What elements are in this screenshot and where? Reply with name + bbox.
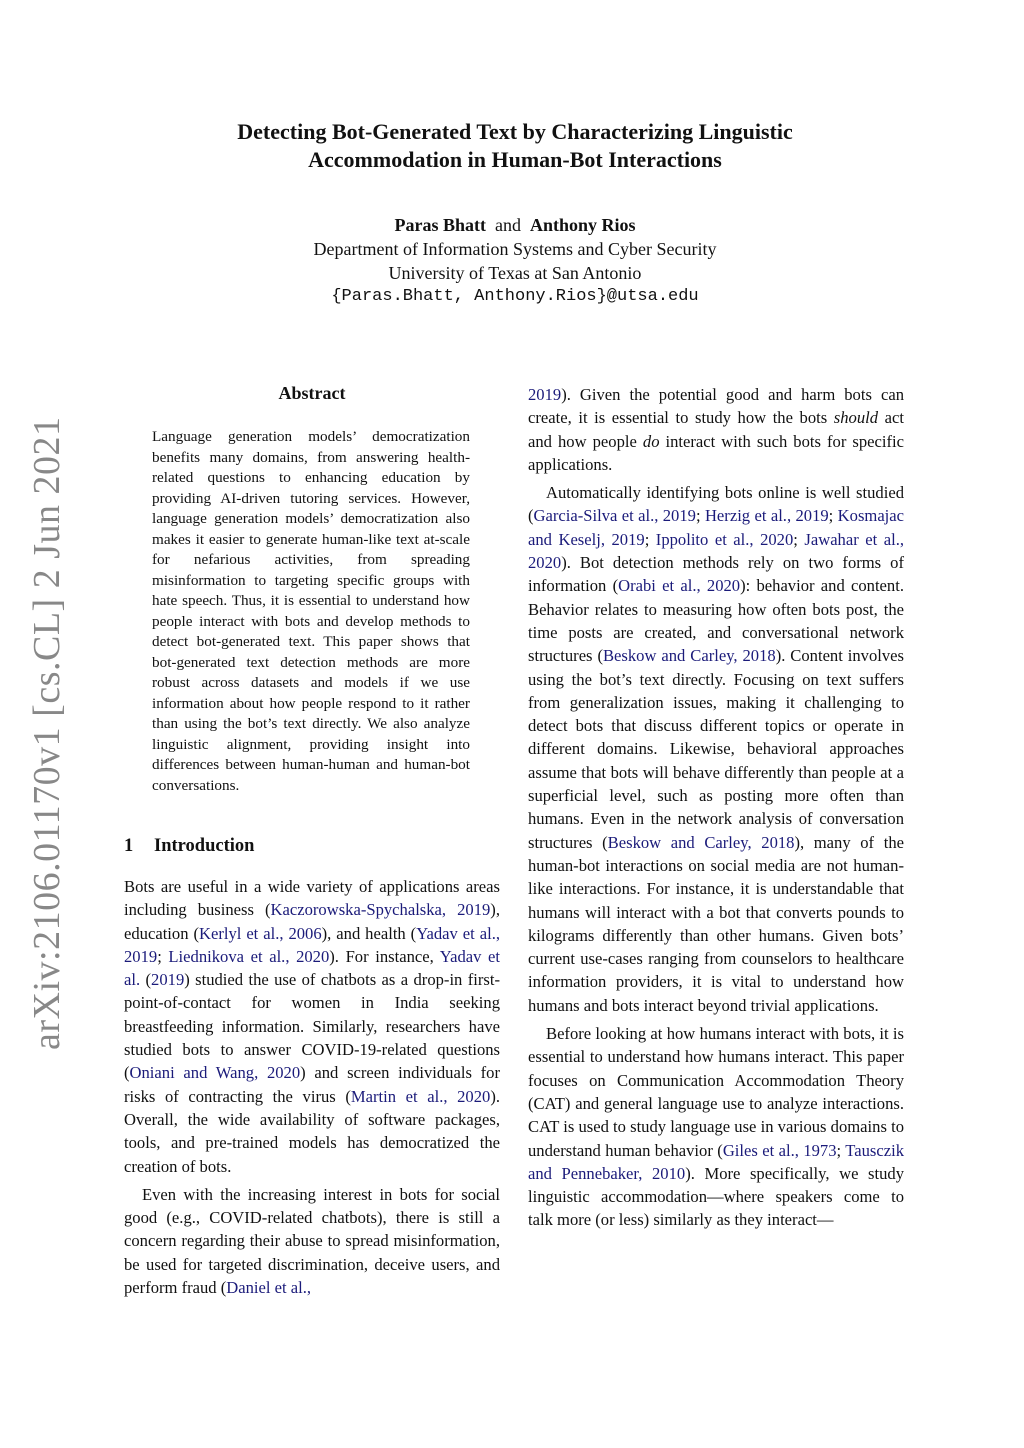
citation-link[interactable]: Orabi et al., 2020 (618, 576, 741, 596)
citation-link[interactable]: Kerlyl et al., 2006 (198, 923, 322, 943)
body-text: ; (644, 529, 656, 549)
citation-link[interactable]: Giles et al., 1973 (722, 1140, 837, 1160)
body-text: interact with such bots for specific applications. (528, 431, 904, 474)
body-text: ): behavior and content. Behavior relates to measuring how often bots post, the time posts are created, and conversational network structures ( (528, 576, 904, 666)
citation-link[interactable]: Liednikova et al., 2020 (168, 946, 330, 966)
body-text: Bots are useful in a wide variety of applications areas including business ( (124, 877, 500, 920)
body-text: ; (793, 529, 805, 549)
author-emails: {Paras.Bhatt, Anthony.Rios}@utsa.edu (331, 287, 699, 306)
section-number: 1 (124, 836, 134, 856)
citation-link[interactable]: Jawahar et al., 2020 (528, 529, 904, 573)
body-text: ). Given the potential good and harm bots can create, it is essential to study how the bots (528, 385, 904, 428)
emphasis-text: do (642, 431, 660, 451)
affiliation-department: Department of Information Systems and Cyber Security (313, 239, 717, 259)
affiliation-university: University of Texas at San Antonio (388, 263, 642, 283)
author-block (150, 213, 880, 309)
intro-paragraph-3 (528, 481, 904, 1017)
abstract-heading: Abstract (278, 383, 346, 403)
citation-link[interactable]: Yadav et al. (124, 946, 501, 990)
body-text: Even with the increasing interest in bots for social good (e.g., COVID-related chatbots), there is still a concern regarding their abuse to spread misinformation, be used for targeted discrimination, deceive users, and perform fraud ( (124, 1184, 500, 1298)
author-line (150, 213, 880, 237)
emphasis-text: should (833, 408, 879, 428)
body-text: ). More specifically, we study linguistic accommodation—where speakers come to talk more (or less) similarly as they interact— (528, 1163, 904, 1230)
body-text: ; (836, 1140, 846, 1160)
body-text: ). Bot detection methods rely on two forms of information ( (528, 553, 904, 596)
title-line-2: Accommodation in Human-Bot Interactions (308, 147, 722, 172)
citation-link[interactable]: Yadav et al., 2019 (124, 923, 500, 966)
intro-paragraph-2 (124, 1183, 500, 1299)
section-heading-introduction (124, 836, 254, 857)
body-text: ) and screen individuals for risks of contracting the virus ( (124, 1063, 500, 1106)
author-1: Paras Bhatt (394, 215, 486, 235)
arxiv-identifier: arXiv:2106.01170v1 [cs.CL] 2 Jun 2021 (26, 416, 68, 1050)
citation-link[interactable]: Beskow and Carley, 2018 (602, 646, 776, 666)
body-text: Automatically identifying bots online is well studied ( (528, 483, 904, 526)
intro-paragraph-1 (124, 875, 500, 1178)
author-conjunction: and (494, 215, 521, 235)
body-text: ), many of the human-bot interactions on social media are not human-like interactions. For instance, it is understandable that humans will interact with a bot that converts pounds to kilograms differently than other humans. Given bots’ current use-cases ranging from counselors to healthcare information providers, it is vital to understand how humans and bots interact beyond trivial applications. (528, 832, 904, 1015)
citation-link[interactable]: Daniel et al., (226, 1278, 312, 1298)
body-text: ), and health ( (321, 923, 417, 943)
body-text: ; (157, 946, 169, 966)
citation-link[interactable]: Tausczik and Pennebaker, 2010 (528, 1140, 904, 1183)
left-column (124, 875, 500, 1299)
body-text: ( (140, 970, 152, 990)
citation-link[interactable]: Martin et al., 2020 (350, 1086, 491, 1106)
abstract-body: Language generation models’ democratization benefits many domains, from answering health-related questions to enhancing education by providing AI-driven tutoring services. However, language generation models’ democratization also makes it easier to generate human-like text at-scale for nefarious activities, from spreading misinformation to targeting specific groups with hate speech. Thus, it is essential to understand how people interact with bots and develop methods to detect bot-generated text. This paper shows that bot-generated text detection methods are more robust across datasets and models if we use information about how people respond to it rather than using the bot’s text directly. We also analyze linguistic alignment, providing insight into differences between human-human and human-bot conversations. (152, 428, 470, 794)
section-title: Introduction (154, 836, 255, 856)
citation-link[interactable]: Herzig et al., 2019 (704, 506, 829, 526)
title-line-1: Detecting Bot-Generated Text by Characterizing Linguistic (237, 119, 793, 144)
body-text: ). Overall, the wide availability of software packages, tools, and pre-trained models has democratized the creation of bots. (124, 1086, 501, 1176)
citation-link[interactable]: 2019 (528, 385, 562, 404)
citation-link[interactable]: Beskow and Carley, 2018 (607, 832, 795, 852)
body-text: ) studied the use of chatbots as a drop-in first-point-of-contact for women in India seeking breastfeeding information. Similarly, researchers have studied bots to answer COVID-19-related questions ( (124, 970, 500, 1083)
body-text: ). For instance, (329, 946, 440, 966)
body-text: ). Content involves using the bot’s text directly. Focusing on text suffers from generalization issues, making it challenging to detect bots that discuss different topics or operate in different domains. Likewise, behavioral approaches assume that bots will behave differently than people at a superficial level, such as posting more often than humans. Even in the network analysis of conversation structures ( (528, 646, 904, 852)
intro-paragraph-4 (528, 1022, 904, 1232)
author-2: Anthony Rios (529, 215, 636, 235)
body-text: ; (695, 506, 705, 526)
body-text: ; (828, 506, 838, 526)
body-text: act and how people (528, 408, 904, 451)
citation-link[interactable]: Kosmajac and Keselj, 2019 (528, 506, 905, 549)
citation-link[interactable]: 2019 (151, 970, 185, 990)
body-text: Before looking at how humans interact with bots, it is essential to understand how humans interact. This paper focuses on Communication Accommodation Theory (CAT) and general language use to analyze interactions. CAT is used to study language use in various domains to understand human behavior ( (528, 1024, 904, 1160)
citation-link[interactable]: Garcia-Silva et al., 2019 (533, 506, 696, 526)
citation-link[interactable]: Ippolito et al., 2020 (655, 529, 794, 549)
right-column (528, 383, 904, 1232)
paper-title (150, 118, 880, 174)
citation-link[interactable]: Oniani and Wang, 2020 (129, 1063, 301, 1083)
intro-paragraph-continued (528, 383, 904, 476)
citation-link[interactable]: Kaczorowska-Spychalska, 2019 (270, 900, 491, 920)
body-text: ), education ( (124, 900, 500, 943)
